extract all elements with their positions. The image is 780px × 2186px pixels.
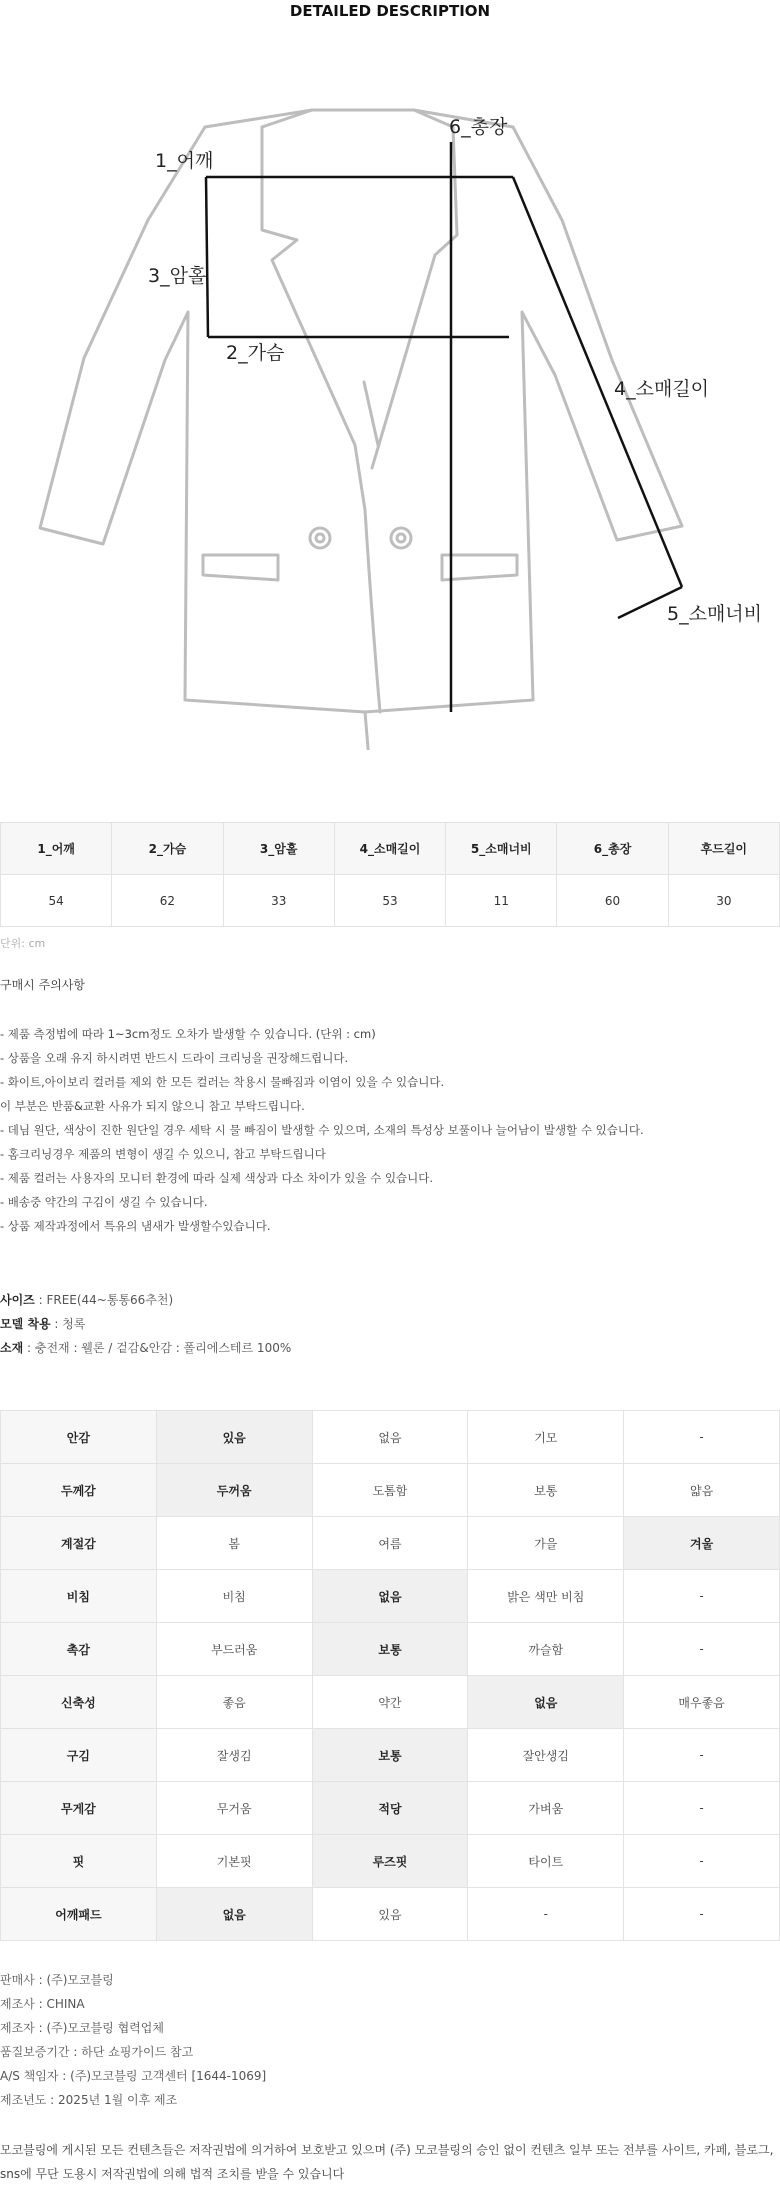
feel-option: - — [624, 1411, 780, 1464]
info-model — [0, 1312, 291, 1336]
caution-item: - 상품 제작과정에서 특유의 냄새가 발생할수있습니다. — [0, 1219, 271, 1233]
feel-option: - — [624, 1623, 780, 1676]
feel-option: 잘안생김 — [468, 1729, 624, 1782]
feel-option: 매우좋음 — [624, 1676, 780, 1729]
feel-option: 있음 — [312, 1888, 468, 1941]
company-info-line: 판매사 : (주)모코블링 — [0, 1973, 114, 1987]
feel-option-selected: 있음 — [156, 1411, 312, 1464]
size-table-header-row — [1, 823, 780, 875]
feel-option: 밝은 색만 비침 — [468, 1570, 624, 1623]
info-size — [0, 1288, 291, 1312]
size-value-cell: 11 — [446, 875, 557, 927]
feel-label: 두께감 — [1, 1464, 157, 1517]
feel-row — [1, 1782, 780, 1835]
feel-option: 타이트 — [468, 1835, 624, 1888]
feel-option: 보통 — [468, 1464, 624, 1517]
feel-option: - — [624, 1782, 780, 1835]
feel-option-selected: 없음 — [156, 1888, 312, 1941]
shoulder-label: 1_어깨 — [155, 150, 214, 172]
feel-row — [1, 1464, 780, 1517]
feel-option: 잘생김 — [156, 1729, 312, 1782]
feel-row — [1, 1729, 780, 1782]
feel-option: - — [624, 1835, 780, 1888]
size-table — [0, 822, 780, 927]
size-header-cell: 2_가슴 — [112, 823, 223, 875]
page-title: DETAILED DESCRIPTION — [289, 2, 491, 20]
feel-option-selected: 루즈핏 — [312, 1835, 468, 1888]
feel-label: 어깨패드 — [1, 1888, 157, 1941]
size-value-cell: 53 — [334, 875, 445, 927]
product-info — [0, 1288, 291, 1360]
feel-option: 약간 — [312, 1676, 468, 1729]
info-material — [0, 1336, 291, 1360]
jacket-measurement-diagram — [0, 60, 780, 750]
info-value: : 충전재 : 웰론 / 겉감&안감 : 폴리에스테르 100% — [23, 1341, 292, 1355]
feel-option: 부드러움 — [156, 1623, 312, 1676]
feel-option: 기모 — [468, 1411, 624, 1464]
feel-row — [1, 1676, 780, 1729]
feel-row — [1, 1623, 780, 1676]
caution-item: - 제품 컬러는 사용자의 모니터 환경에 따라 실제 색상과 다소 차이가 있을 수 있습니다. — [0, 1171, 434, 1185]
caution-list — [0, 1022, 644, 1238]
sleeve-width-label: 5_소매너비 — [667, 603, 763, 625]
feel-option: 가벼움 — [468, 1782, 624, 1835]
feel-option: - — [624, 1570, 780, 1623]
sleeve-length-label: 4_소매길이 — [614, 378, 710, 400]
feel-option: - — [624, 1729, 780, 1782]
info-label: 소재 — [0, 1341, 24, 1355]
size-value-cell: 60 — [557, 875, 668, 927]
feel-option: 까슬함 — [468, 1623, 624, 1676]
size-header-cell: 3_암홀 — [223, 823, 334, 875]
feel-option: 좋음 — [156, 1676, 312, 1729]
feel-option: 봄 — [156, 1517, 312, 1570]
info-label: 사이즈 — [0, 1293, 35, 1307]
size-value-cell: 54 — [1, 875, 112, 927]
feel-option: 도톰함 — [312, 1464, 468, 1517]
feel-label: 핏 — [1, 1835, 157, 1888]
company-info-line: 제조사 : CHINA — [0, 1997, 85, 2011]
caution-title: 구매시 주의사항 — [0, 978, 85, 992]
caution-item: - 데님 원단, 색상이 진한 원단일 경우 세탁 시 물 빠짐이 발생할 수 있으며, 소재의 특성상 보풀이나 늘어남이 발생할 수 있습니다. — [0, 1123, 644, 1137]
unit-note: 단위: cm — [0, 937, 46, 950]
size-value-cell: 62 — [112, 875, 223, 927]
feel-row — [1, 1888, 780, 1941]
feel-label: 계절감 — [1, 1517, 157, 1570]
size-value-cell: 30 — [668, 875, 779, 927]
feel-label: 구김 — [1, 1729, 157, 1782]
size-header-cell: 6_총장 — [557, 823, 668, 875]
feel-row — [1, 1411, 780, 1464]
feel-option-selected: 보통 — [312, 1623, 468, 1676]
feel-option-selected: 없음 — [312, 1570, 468, 1623]
caution-item: - 배송중 약간의 구김이 생길 수 있습니다. — [0, 1195, 208, 1209]
feel-option: 무거움 — [156, 1782, 312, 1835]
info-value: : FREE(44~통통66추천) — [34, 1293, 174, 1307]
size-header-cell: 1_어깨 — [1, 823, 112, 875]
size-header-cell: 후드길이 — [668, 823, 779, 875]
feel-label: 안감 — [1, 1411, 157, 1464]
armhole-label: 3_암홀 — [148, 265, 207, 287]
feel-option-selected: 보통 — [312, 1729, 468, 1782]
copyright-notice: 모코블링에 게시된 모든 컨텐츠들은 저작권법에 의거하여 보호받고 있으며 (주) 모코블링의 승인 없이 컨텐츠 일부 또는 전부를 사이트, 카페, 블로그, sns에 무단 도용시 저작권법에 의해 법적 조치를 받을 수 있습니다 — [0, 2143, 774, 2181]
feel-label: 촉감 — [1, 1623, 157, 1676]
feel-option: 없음 — [312, 1411, 468, 1464]
total-length-label: 6_총장 — [449, 116, 508, 138]
feel-option-selected: 두꺼움 — [156, 1464, 312, 1517]
size-table-value-row — [1, 875, 780, 927]
company-info-line: 품질보증기간 : 하단 쇼핑가이드 참고 — [0, 2045, 194, 2059]
feel-row — [1, 1570, 780, 1623]
feel-option: 비침 — [156, 1570, 312, 1623]
feel-row — [1, 1517, 780, 1570]
size-value-cell: 33 — [223, 875, 334, 927]
caution-item: - 홈크리닝경우 제품의 변형이 생길 수 있으니, 참고 부탁드립니다 — [0, 1147, 326, 1161]
armhole-line — [206, 177, 208, 337]
jacket-outline — [40, 110, 682, 750]
feel-label: 비침 — [1, 1570, 157, 1623]
size-header-cell: 4_소매길이 — [334, 823, 445, 875]
caution-item: - 화이트,아이보리 컬러를 제외 한 모든 컬러는 착용시 물빠짐과 이염이 있을 수 있습니다. — [0, 1075, 445, 1089]
feel-option-selected: 겨울 — [624, 1517, 780, 1570]
feel-option: 여름 — [312, 1517, 468, 1570]
feel-label: 신축성 — [1, 1676, 157, 1729]
company-info-line: 제조자 : (주)모코블링 협력업체 — [0, 2021, 164, 2035]
company-info-line: 제조년도 : 2025년 1월 이후 제조 — [0, 2093, 178, 2107]
caution-item: 이 부분은 반품&교환 사유가 되지 않으니 참고 부탁드립니다. — [0, 1099, 305, 1113]
size-header-cell: 5_소매너비 — [446, 823, 557, 875]
caution-item: - 상품을 오래 유지 하시려면 반드시 드라이 크리닝을 권장해드립니다. — [0, 1051, 349, 1065]
feel-label: 무게감 — [1, 1782, 157, 1835]
feel-option: 가을 — [468, 1517, 624, 1570]
feel-option-selected: 없음 — [468, 1676, 624, 1729]
feel-option-selected: 적당 — [312, 1782, 468, 1835]
feel-row — [1, 1835, 780, 1888]
company-info — [0, 1968, 266, 2112]
feel-option: - — [468, 1888, 624, 1941]
chest-label: 2_가슴 — [226, 342, 285, 364]
caution-item: - 제품 측정법에 따라 1~3cm정도 오차가 발생할 수 있습니다. (단위 : cm) — [0, 1027, 376, 1041]
info-label: 모델 착용 — [0, 1317, 51, 1331]
company-info-line: A/S 책임자 : (주)모코블링 고객센터 [1644-1069] — [0, 2069, 267, 2083]
feel-option: 기본핏 — [156, 1835, 312, 1888]
info-value: : 청록 — [50, 1317, 86, 1331]
feel-option: - — [624, 1888, 780, 1941]
feel-option: 얇음 — [624, 1464, 780, 1517]
product-feel-table — [0, 1410, 780, 1941]
measurement-lines — [206, 142, 682, 712]
